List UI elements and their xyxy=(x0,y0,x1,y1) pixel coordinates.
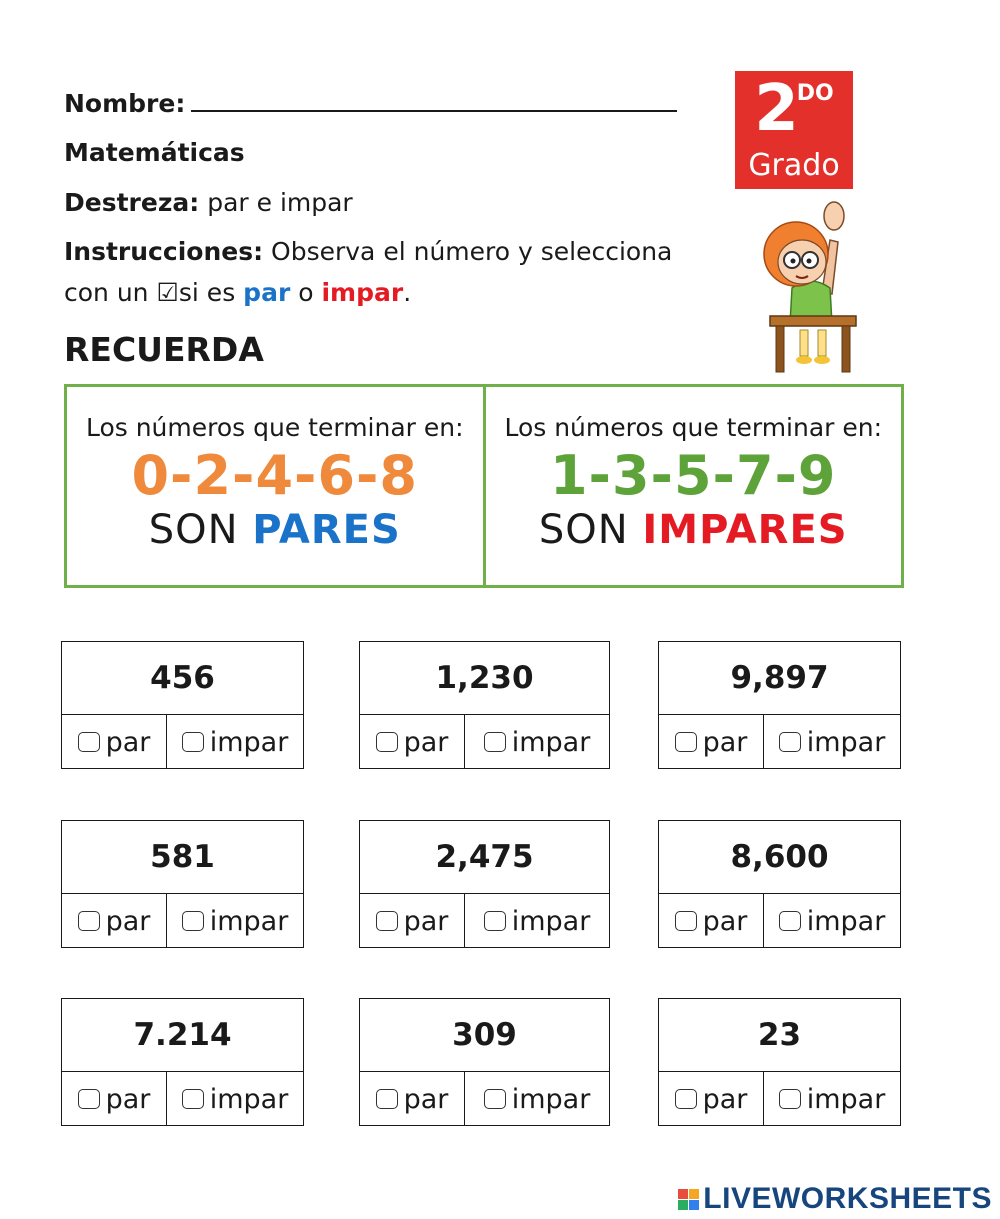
impar-label: impar xyxy=(511,905,591,937)
par-option[interactable] xyxy=(360,715,465,769)
par-label: par xyxy=(702,905,748,937)
recuerda-title: RECUERDA xyxy=(64,330,264,369)
checkbox-icon[interactable] xyxy=(675,911,697,931)
checkbox-icon[interactable] xyxy=(376,732,398,752)
instructions-dot: . xyxy=(403,278,412,307)
impar-label: impar xyxy=(209,726,289,758)
par-label: par xyxy=(403,1083,449,1115)
recuerda-odd-caption: Los números que terminar en: xyxy=(504,413,883,442)
checkbox-icon[interactable] xyxy=(779,732,801,752)
par-label: par xyxy=(105,726,151,758)
number-card xyxy=(359,820,610,948)
impar-word: impar xyxy=(321,278,404,307)
checkbox-icon[interactable] xyxy=(675,1089,697,1109)
par-label: par xyxy=(702,726,748,758)
checkbox-icon[interactable] xyxy=(376,911,398,931)
instructions-o: o xyxy=(290,278,322,307)
grade-badge xyxy=(735,71,853,189)
impar-label: impar xyxy=(806,1083,886,1115)
odd-digits: 1-3-5-7-9 xyxy=(549,444,837,507)
destreza-line xyxy=(64,188,353,217)
checkbox-icon[interactable] xyxy=(484,732,506,752)
checkbox-icon[interactable] xyxy=(182,732,204,752)
number-card xyxy=(658,641,901,769)
instructions-text: Observa el número y selecciona xyxy=(271,237,673,266)
checkbox-icon[interactable] xyxy=(182,911,204,931)
impar-option[interactable] xyxy=(465,1072,609,1126)
par-option[interactable] xyxy=(659,894,764,948)
par-option[interactable] xyxy=(659,715,764,769)
card-number: 23 xyxy=(659,999,900,1072)
grade-suffix: DO xyxy=(796,81,834,106)
par-label: par xyxy=(702,1083,748,1115)
card-number: 456 xyxy=(62,642,303,715)
card-number: 9,897 xyxy=(659,642,900,715)
instructions-line-2 xyxy=(64,278,411,307)
instructions-line-1 xyxy=(64,237,672,266)
impar-option[interactable] xyxy=(167,894,303,948)
par-label: par xyxy=(105,905,151,937)
impar-option[interactable] xyxy=(465,894,609,948)
impar-option[interactable] xyxy=(764,894,900,948)
name-input[interactable] xyxy=(191,88,677,112)
impar-label: impar xyxy=(806,905,886,937)
impar-option[interactable] xyxy=(764,1072,900,1126)
impar-label: impar xyxy=(511,1083,591,1115)
even-statement xyxy=(67,507,483,553)
pares-word: PARES xyxy=(252,507,401,553)
even-son: SON xyxy=(148,507,253,553)
par-option[interactable] xyxy=(659,1072,764,1126)
par-word: par xyxy=(243,278,291,307)
checkbox-icon[interactable] xyxy=(78,732,100,752)
student-illustration xyxy=(752,200,862,374)
odd-son: SON xyxy=(538,507,643,553)
par-label: par xyxy=(403,905,449,937)
par-option[interactable] xyxy=(62,894,167,948)
brand-text: LIVEWORKSHEETS xyxy=(703,1182,992,1215)
grade-label: Grado xyxy=(748,148,840,183)
impar-option[interactable] xyxy=(167,1072,303,1126)
impar-label: impar xyxy=(209,1083,289,1115)
card-number: 8,600 xyxy=(659,821,900,894)
par-option[interactable] xyxy=(62,715,167,769)
subject-title: Matemáticas xyxy=(64,138,245,167)
instructions-text-2a: con un xyxy=(64,278,157,307)
destreza-label: Destreza: xyxy=(64,188,200,217)
checkbox-icon[interactable] xyxy=(484,911,506,931)
impar-label: impar xyxy=(511,726,591,758)
impar-label: impar xyxy=(209,905,289,937)
nombre-label: Nombre: xyxy=(64,89,186,118)
number-card xyxy=(658,998,901,1126)
recuerda-box xyxy=(64,384,904,588)
odd-statement xyxy=(486,507,902,553)
grade-number xyxy=(735,72,853,146)
destreza-value: par e impar xyxy=(207,188,353,217)
par-option[interactable] xyxy=(360,894,465,948)
number-card xyxy=(61,998,304,1126)
par-label: par xyxy=(105,1083,151,1115)
checkbox-icon[interactable] xyxy=(484,1089,506,1109)
checkbox-icon[interactable] xyxy=(675,732,697,752)
checkbox-icon[interactable] xyxy=(779,911,801,931)
checkbox-icon[interactable] xyxy=(376,1089,398,1109)
impar-option[interactable] xyxy=(465,715,609,769)
impar-label: impar xyxy=(806,726,886,758)
par-label: par xyxy=(403,726,449,758)
impar-option[interactable] xyxy=(764,715,900,769)
par-option[interactable] xyxy=(360,1072,465,1126)
number-card xyxy=(658,820,901,948)
card-number: 309 xyxy=(360,999,609,1072)
card-number: 7.214 xyxy=(62,999,303,1072)
checkbox-icon[interactable] xyxy=(78,1089,100,1109)
par-option[interactable] xyxy=(62,1072,167,1126)
impar-option[interactable] xyxy=(167,715,303,769)
recuerda-even-caption: Los números que terminar en: xyxy=(85,413,464,442)
impares-word: IMPARES xyxy=(642,507,848,553)
checkbox-check-icon: ☑ xyxy=(156,278,179,307)
name-line xyxy=(64,88,677,118)
recuerda-even-column xyxy=(67,387,483,585)
card-number: 581 xyxy=(62,821,303,894)
instructions-text-2b: si es xyxy=(178,278,244,307)
even-digits: 0-2-4-6-8 xyxy=(131,444,418,507)
number-card xyxy=(359,998,610,1126)
checkbox-icon[interactable] xyxy=(779,1089,801,1109)
card-number: 2,475 xyxy=(360,821,609,894)
number-card xyxy=(61,820,304,948)
grade-digit: 2 xyxy=(754,72,799,146)
checkbox-icon[interactable] xyxy=(182,1089,204,1109)
card-number: 1,230 xyxy=(360,642,609,715)
liveworksheets-icon xyxy=(678,1189,699,1210)
recuerda-odd-column xyxy=(483,387,902,585)
instructions-label: Instrucciones: xyxy=(64,237,264,266)
number-card xyxy=(359,641,610,769)
number-card xyxy=(61,641,304,769)
liveworksheets-logo[interactable] xyxy=(678,1182,992,1216)
checkbox-icon[interactable] xyxy=(78,911,100,931)
